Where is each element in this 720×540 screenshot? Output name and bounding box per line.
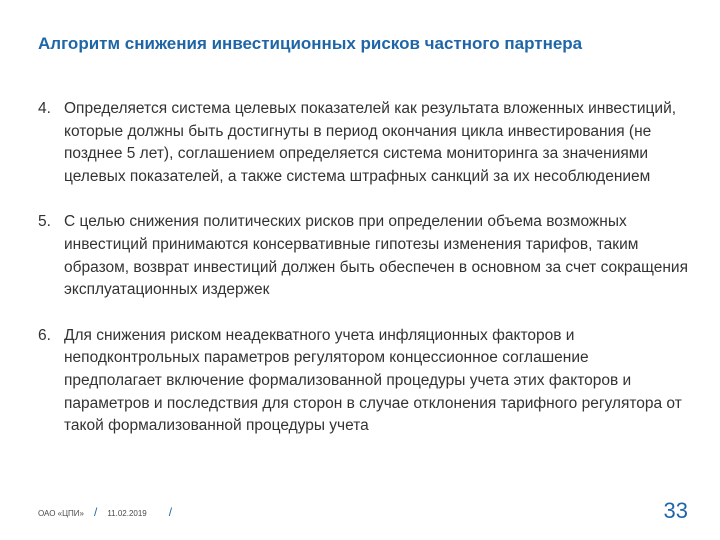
list-item-number: 5.	[38, 213, 51, 231]
page-number: 33	[663, 498, 688, 523]
numbered-list	[38, 98, 688, 438]
list-item-number: 4.	[38, 100, 51, 117]
footer-organization: ОАО «ЦПИ»	[38, 509, 84, 518]
list-item	[38, 211, 688, 301]
slide-title: Алгоритм снижения инвестиционных рисков частного партнера	[38, 34, 583, 53]
list-item-text: Определяется система целевых показателей как результата вложенных инвестиций, которые должны быть достигнуты в период окончания цикла инвестирования (не позднее 5 лет), соглашением определяется система мониторинга за значениями целевых показателей, а также система штрафных санкций за их несоблюдением	[64, 100, 677, 185]
footer-separator: /	[93, 505, 98, 519]
list-item-text: Для снижения риском неадекватного учета инфляционных факторов и неподконтрольных параметров регулятором концессионное соглашение предполагает включение формализованной процедуры учета этих факторов и параметров и последствия для сторон в случае отклонения тарифного регулятора от такой формализованной процедуры учета	[64, 326, 682, 435]
footer-date: 11.02.2019	[107, 509, 147, 518]
list-item	[38, 98, 688, 188]
list-item	[38, 325, 688, 438]
footer	[38, 505, 172, 519]
footer-separator: /	[168, 505, 173, 519]
list-item-number: 6.	[38, 326, 51, 344]
list-item-text: С целью снижения политических рисков при определении объема возможных инвестиций принимаются консервативные гипотезы изменения тарифов, таким образом, возврат инвестиций должен быть обеспечен в основном за счет сокращения эксплуатационных издержек	[64, 213, 688, 299]
